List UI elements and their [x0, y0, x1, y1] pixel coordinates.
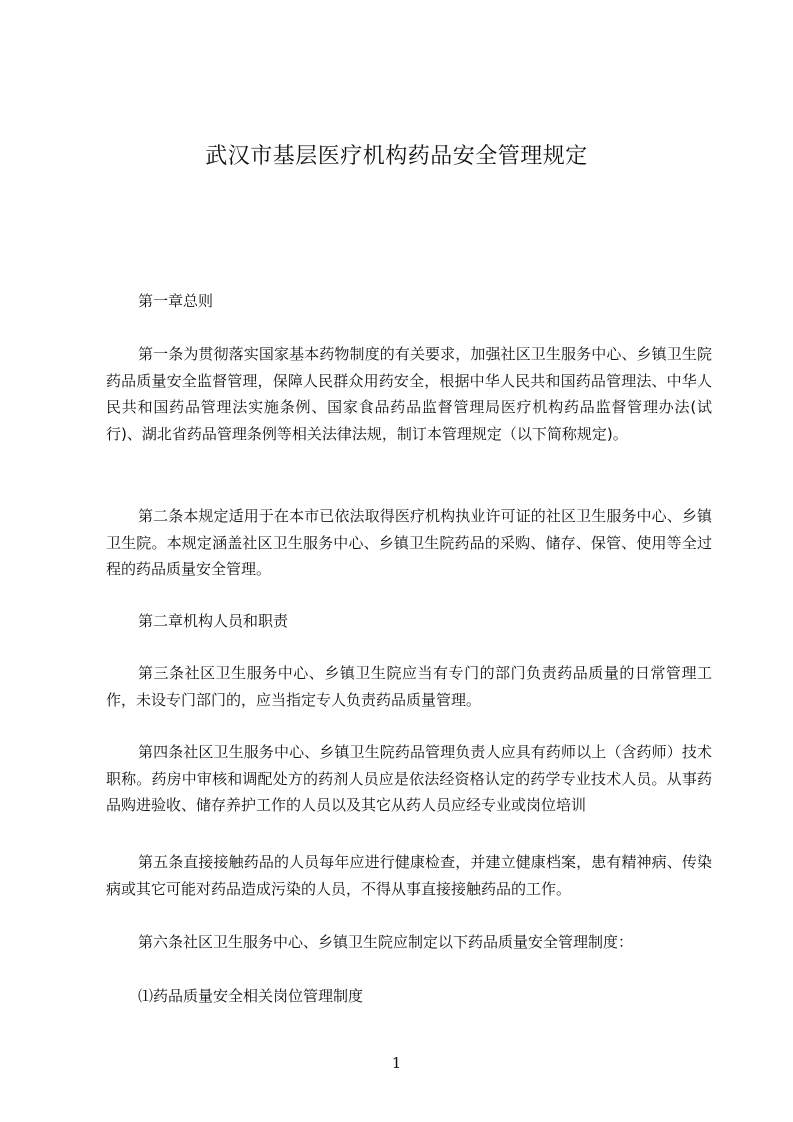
chapter-2-heading: 第二章机构人员和职责: [138, 612, 289, 630]
chapter-1-heading: 第一章总则: [138, 292, 214, 310]
page-number: 1: [391, 1054, 402, 1072]
article-3-paragraph: 第三条社区卫生服务中心、乡镇卫生院应当有专门的部门负责药品质量的日常管理工作，未设专门部门的，应当指定专人负责药品质量管理。: [106, 664, 712, 709]
article-6-paragraph: 第六条社区卫生服务中心、乡镇卫生院应制定以下药品质量安全管理制度：: [138, 933, 634, 951]
list-item-1: ⑴药品质量安全相关岗位管理制度: [138, 987, 364, 1005]
document-title: 武汉市基层医疗机构药品安全管理规定: [205, 144, 588, 169]
article-4-paragraph: 第四条社区卫生服务中心、乡镇卫生院药品管理负责人应具有药师以上（含药师）技术职称。药房中审核和调配处方的药剂人员应是依法经资格认定的药学专业技术人员。从事药品购进验收、储存养护工作的人员以及其它从药人员应经专业或岗位培训: [106, 743, 712, 814]
article-5-paragraph: 第五条直接接触药品的人员每年应进行健康检查，并建立健康档案，患有精神病、传染病或其它可能对药品造成污染的人员，不得从事直接接触药品的工作。: [106, 853, 712, 898]
article-1-paragraph: 第一条为贯彻落实国家基本药物制度的有关要求，加强社区卫生服务中心、乡镇卫生院药品质量安全监督管理，保障人民群众用药安全，根据中华人民共和国药品管理法、中华人民共和国药品管理法实施条例、国家食品药品监督管理局医疗机构药品监督管理办法(试行)、湖北省药品管理条例等相关法律法规，制订本管理规定（以下简称规定)。: [106, 345, 712, 443]
article-2-paragraph: 第二条本规定适用于在本市已依法取得医疗机构执业许可证的社区卫生服务中心、乡镇卫生院。本规定涵盖社区卫生服务中心、乡镇卫生院药品的采购、储存、保管、使用等全过程的药品质量安全管理。: [106, 507, 712, 578]
